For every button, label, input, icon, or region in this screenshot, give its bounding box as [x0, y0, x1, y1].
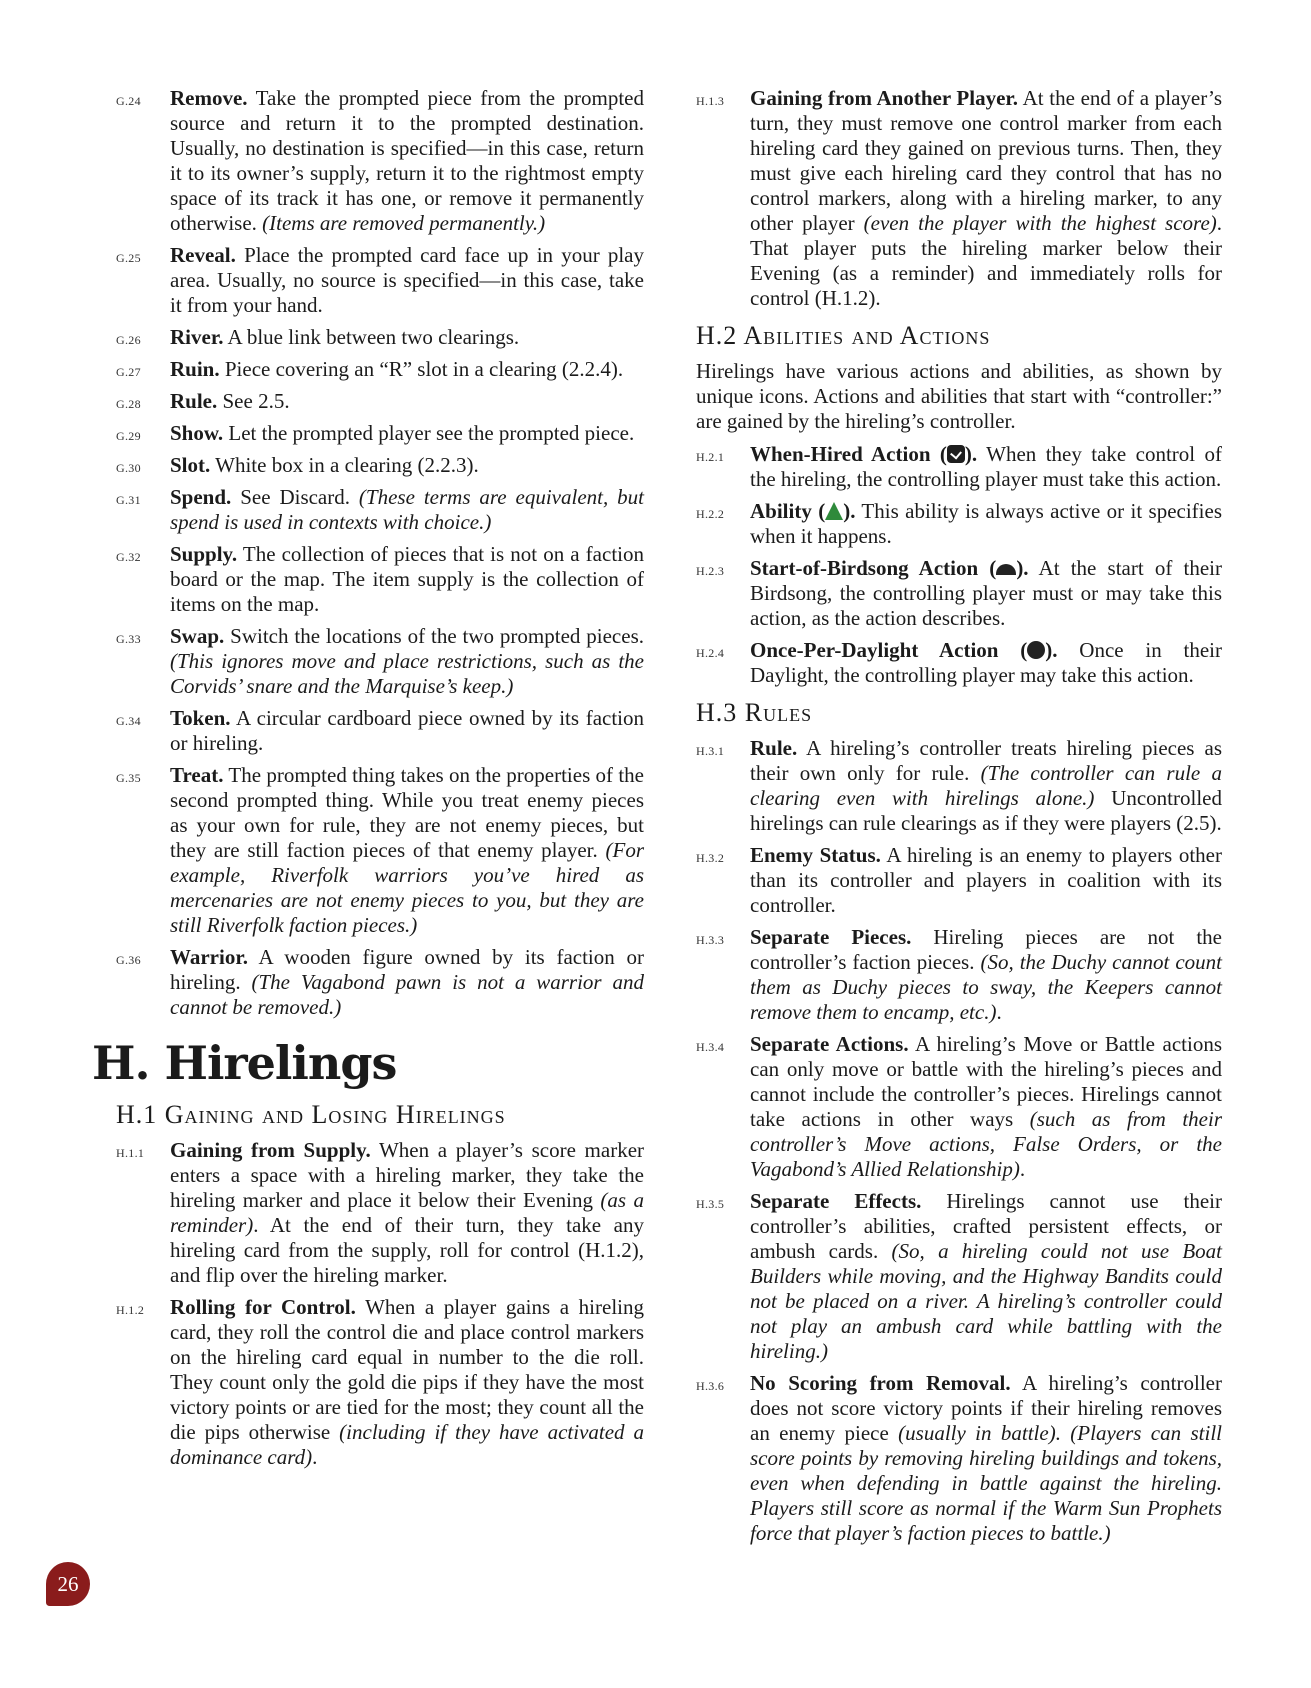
entry-term: Rolling for Control.: [170, 1295, 356, 1319]
rule-entry: [116, 243, 644, 318]
entry-term: Once-Per-Daylight Action (: [750, 638, 1028, 662]
entry-text: [750, 442, 1222, 492]
entry-code: H.2.3: [696, 564, 725, 578]
entry-term-end: ).: [1016, 556, 1029, 580]
entry-text: [750, 1032, 1222, 1182]
entry-code: G.25: [116, 251, 141, 265]
entry-body: A wooden figure owned by its faction or hireling.: [170, 945, 644, 994]
entry-text: [170, 542, 644, 617]
entry-code: H.2.2: [696, 507, 725, 521]
entry-term: Ruin.: [170, 357, 220, 381]
entry-term: Ability (: [750, 499, 826, 523]
entry-text: [170, 763, 644, 938]
sunrise-icon: [996, 564, 1016, 575]
entry-note: (as a reminder): [170, 1188, 644, 1237]
rule-entry: [696, 556, 1222, 631]
entry-body: A hireling’s controller does not score victory points if their hireling removes an enemy piece: [750, 1371, 1222, 1445]
entry-note: (So, the Duchy cannot count them as Duchy pieces to sway, the Keepers cannot remove them to encamp, etc.): [750, 950, 1222, 1024]
entry-term-end: ).: [843, 499, 856, 523]
entry-code: H.3.5: [696, 1197, 725, 1211]
entry-term: Gaining from Supply.: [170, 1138, 371, 1162]
rule-entry: [116, 485, 644, 535]
h2-intro: Hirelings have various actions and abilities, as shown by unique icons. Actions and abilities that start with “controller:” are gained by the hireling’s controller.: [696, 359, 1222, 433]
h1-entries: [116, 1138, 644, 1470]
entry-term-end: ).: [1045, 638, 1058, 662]
tree-icon: [825, 502, 843, 520]
rule-entry: [696, 736, 1222, 836]
entry-body: A blue link between two clearings.: [223, 325, 520, 349]
entry-code: G.31: [116, 493, 141, 507]
entry-note: (The Vagabond pawn is not a warrior and cannot be removed.): [170, 970, 645, 1019]
rule-entry: [696, 1189, 1222, 1364]
entry-code: G.32: [116, 550, 141, 564]
entry-body: The prompted thing takes on the properties of the second prompted thing. While you treat enemy pieces as your own for rule, they are not enemy pieces, but they are still faction pieces of that enemy player.: [170, 763, 644, 862]
h1-entries-continued: [696, 86, 1222, 311]
rule-entry: [116, 86, 644, 236]
entry-code: G.24: [116, 94, 141, 108]
section-title-h3: H.3 Rules: [696, 698, 813, 727]
entry-term: River.: [170, 325, 224, 349]
entry-body: A hireling’s Move or Battle actions can only move or battle with the hireling’s pieces and cannot include the controller’s pieces. Hirelings cannot take actions in other ways: [750, 1032, 1222, 1131]
entry-text: [750, 86, 1222, 311]
entry-code: G.27: [116, 365, 141, 379]
entry-note: (These terms are equivalent, but spend is used in contexts with choice.): [170, 485, 644, 534]
left-column: [92, 86, 645, 1477]
entry-body: When a player’s score marker enters a space with a hireling marker, they take the hireling marker and place it below their Evening: [170, 1138, 645, 1212]
entry-tail: Uncontrolled hirelings can rule clearings as if they were players (2.5).: [750, 786, 1222, 835]
entry-code: H.3.6: [696, 1379, 725, 1393]
section-title-h1: H.1 Gaining and Losing Hirelings: [116, 1100, 506, 1129]
entry-code: G.30: [116, 461, 141, 475]
entry-text: [750, 843, 1222, 918]
h2-entries: [696, 442, 1222, 688]
entry-text: [170, 945, 644, 1020]
rule-entry: [116, 325, 644, 350]
entry-code: G.35: [116, 771, 141, 785]
entry-term: Treat.: [170, 763, 224, 787]
entry-text: [170, 357, 644, 382]
h3-entries: [696, 736, 1222, 1546]
rule-entry: [116, 357, 644, 382]
entry-note: (So, a hireling could not use Boat Builders while moving, and the Highway Bandits could not be placed on a river. A hireling’s controller could not play an ambush card while battling with the hireling.): [750, 1239, 1222, 1363]
entry-code: H.1.3: [696, 94, 725, 108]
entry-term: Spend.: [170, 485, 232, 509]
entry-text: [170, 389, 644, 414]
rule-entry: [696, 442, 1222, 492]
entry-term: Separate Effects.: [750, 1189, 922, 1213]
entry-term: When-Hired Action (: [750, 442, 947, 466]
when-hired-icon: [947, 445, 965, 463]
entry-note: (usually in battle). (Players can still score points by removing hireling buildings and tokens, even when defending in battle against the hireling. Players still score as normal if the Warm Sun Prophets force that player’s faction pieces to battle.): [750, 1421, 1222, 1545]
entry-note: (Items are removed permanently.): [262, 211, 546, 235]
entry-body: When a player gains a hireling card, they roll the control die and place control markers on the hireling card equal in number to the die roll. They count only the gold die pips if they have the most victory points or are tied for the most; they count all the die pips otherwise: [170, 1295, 644, 1444]
entry-term: No Scoring from Removal.: [750, 1371, 1011, 1395]
entry-body: When they take control of the hireling, the controlling player must take this action.: [750, 442, 1222, 491]
entry-code: G.33: [116, 632, 141, 646]
entry-tail: .: [1019, 1157, 1026, 1181]
entry-body: A hireling is an enemy to players other than its controller and players in coalition with its controller.: [750, 843, 1222, 917]
right-column: [696, 86, 1222, 1553]
entry-body: See Discard.: [231, 485, 359, 509]
entry-tail: . That player puts the hireling marker below their Evening (as a reminder) and immediately rolls for control (H.1.2).: [750, 211, 1223, 310]
entry-note: (including if they have activated a dominance card): [170, 1420, 644, 1469]
entry-term: Separate Actions.: [750, 1032, 909, 1056]
entry-note: (This ignores move and place restrictions, such as the Corvids’ snare and the Marquise’s keep.): [170, 649, 644, 698]
entry-code: H.3.3: [696, 933, 725, 947]
rule-entry: [696, 925, 1222, 1025]
entry-code: H.3.2: [696, 851, 725, 865]
daylight-icon: [1027, 641, 1045, 659]
rule-entry: [696, 499, 1222, 549]
entry-text: [750, 1189, 1222, 1364]
entry-term: Enemy Status.: [750, 843, 881, 867]
entry-body: A hireling’s controller treats hireling pieces as their own only for rule.: [750, 736, 1222, 785]
entry-tail: . At the end of their turn, they take any hireling card from the supply, roll for control (H.1.2), and flip over the hireling marker.: [170, 1213, 644, 1287]
page-number: 26: [46, 1562, 90, 1606]
entry-code: G.28: [116, 397, 141, 411]
entry-term: Warrior.: [170, 945, 248, 969]
entry-tail: .: [312, 1445, 318, 1469]
rule-entry: [116, 421, 644, 446]
entry-text: [750, 925, 1222, 1025]
entry-note: (such as from their controller’s Move actions, False Orders, or the Vagabond’s Allied Relationship): [750, 1107, 1222, 1181]
entry-body: Let the prompted player see the prompted piece.: [223, 421, 635, 445]
entry-code: H.3.1: [696, 744, 725, 758]
entry-code: H.1.1: [116, 1146, 145, 1160]
chapter-title: H. Hirelings: [92, 1036, 397, 1090]
entry-tail: .: [996, 1000, 1002, 1024]
entry-code: G.29: [116, 429, 141, 443]
entry-body: A circular cardboard piece owned by its faction or hireling.: [170, 706, 644, 755]
entry-term: Slot.: [170, 453, 211, 477]
entry-body: At the end of a player’s turn, they must remove one control marker from each hireling card they gained on previous turns. Then, they must give each hireling card they control that has no control markers, along with a hireling marker, to any other player: [750, 86, 1222, 235]
entry-term: Supply.: [170, 542, 238, 566]
entry-body: Switch the locations of the two prompted pieces.: [224, 624, 644, 648]
rule-entry: [696, 1371, 1222, 1546]
entry-body: Hireling pieces are not the controller’s faction pieces.: [750, 925, 1222, 974]
entry-body: Place the prompted card face up in your play area. Usually, no source is specified—in this case, take it from your hand.: [170, 243, 644, 317]
entry-code: H.1.2: [116, 1303, 145, 1317]
entry-code: H.3.4: [696, 1040, 725, 1054]
entry-text: [170, 86, 644, 236]
rule-entry: [116, 542, 644, 617]
entry-text: [170, 453, 644, 478]
entry-text: [170, 706, 644, 756]
entry-term: Reveal.: [170, 243, 236, 267]
entry-code: H.2.4: [696, 646, 725, 660]
entry-text: [170, 624, 644, 699]
section-title-h2: H.2 Abilities and Actions: [696, 321, 991, 350]
rule-entry: [116, 1138, 644, 1288]
entry-body: White box in a clearing (2.2.3).: [210, 453, 479, 477]
entry-text: [170, 243, 644, 318]
entry-body: Take the prompted piece from the prompted source and return it to the prompted destination. Usually, no destination is specified—in this case, return it to its owner’s supply, return it to the rightmost empty space of its track it has one, or remove it permanently otherwise.: [170, 86, 644, 235]
rule-entry: [116, 763, 644, 938]
entry-body: At the start of their Birdsong, the controlling player must or may take this action, as the action describes.: [750, 556, 1222, 630]
entry-term: Show.: [170, 421, 224, 445]
rule-entry: [116, 624, 644, 699]
entry-term: Token.: [170, 706, 231, 730]
entry-text: [170, 1138, 644, 1288]
entry-body: This ability is always active or it specifies when it happens.: [750, 499, 1222, 548]
entry-note: (The controller can rule a clearing even with hirelings alone.): [750, 761, 1222, 810]
rule-entry: [696, 1032, 1222, 1182]
entry-code: H.2.1: [696, 450, 725, 464]
glossary-list: [116, 86, 644, 1020]
entry-term-end: ).: [964, 442, 978, 466]
rule-entry: [696, 638, 1222, 688]
entry-text: [750, 1371, 1222, 1546]
entry-code: G.34: [116, 714, 141, 728]
entry-body: The collection of pieces that is not on a faction board or the map. The item supply is the collection of items on the map.: [170, 542, 644, 616]
rule-entry: [696, 843, 1222, 918]
entry-text: [750, 499, 1222, 549]
entry-body: Once in their Daylight, the controlling player may take this action.: [750, 638, 1222, 687]
entry-text: [750, 556, 1222, 631]
entry-term: Separate Pieces.: [750, 925, 912, 949]
entry-body: Hirelings cannot use their controller’s abilities, crafted persistent effects, or ambush cards.: [750, 1189, 1222, 1263]
rule-entry: [116, 389, 644, 414]
entry-term: Gaining from Another Player.: [750, 86, 1019, 110]
entry-text: [170, 325, 644, 350]
entry-code: G.26: [116, 333, 141, 347]
entry-text: [170, 421, 644, 446]
entry-term: Start-of-Birdsong Action (: [750, 556, 997, 580]
entry-term: Remove.: [170, 86, 248, 110]
entry-text: [170, 1295, 644, 1470]
rule-entry: [116, 706, 644, 756]
entry-body: Piece covering an “R” slot in a clearing (2.2.4).: [219, 357, 624, 381]
rule-entry: [116, 453, 644, 478]
entry-term: Rule.: [170, 389, 218, 413]
entry-text: [750, 638, 1222, 688]
entry-body: See 2.5.: [217, 389, 290, 413]
entry-text: [170, 485, 644, 535]
rule-entry: [116, 1295, 644, 1470]
rule-entry: [696, 86, 1222, 311]
entry-term: Swap.: [170, 624, 225, 648]
entry-code: G.36: [116, 953, 141, 967]
entry-term: Rule.: [750, 736, 798, 760]
entry-text: [750, 736, 1222, 836]
entry-note: (even the player with the highest score): [863, 211, 1217, 235]
rule-entry: [116, 945, 644, 1020]
entry-note: (For example, Riverfolk warriors you’ve hired as mercenaries are not enemy pieces to you, but they are still Riverfolk faction pieces.): [170, 838, 644, 937]
